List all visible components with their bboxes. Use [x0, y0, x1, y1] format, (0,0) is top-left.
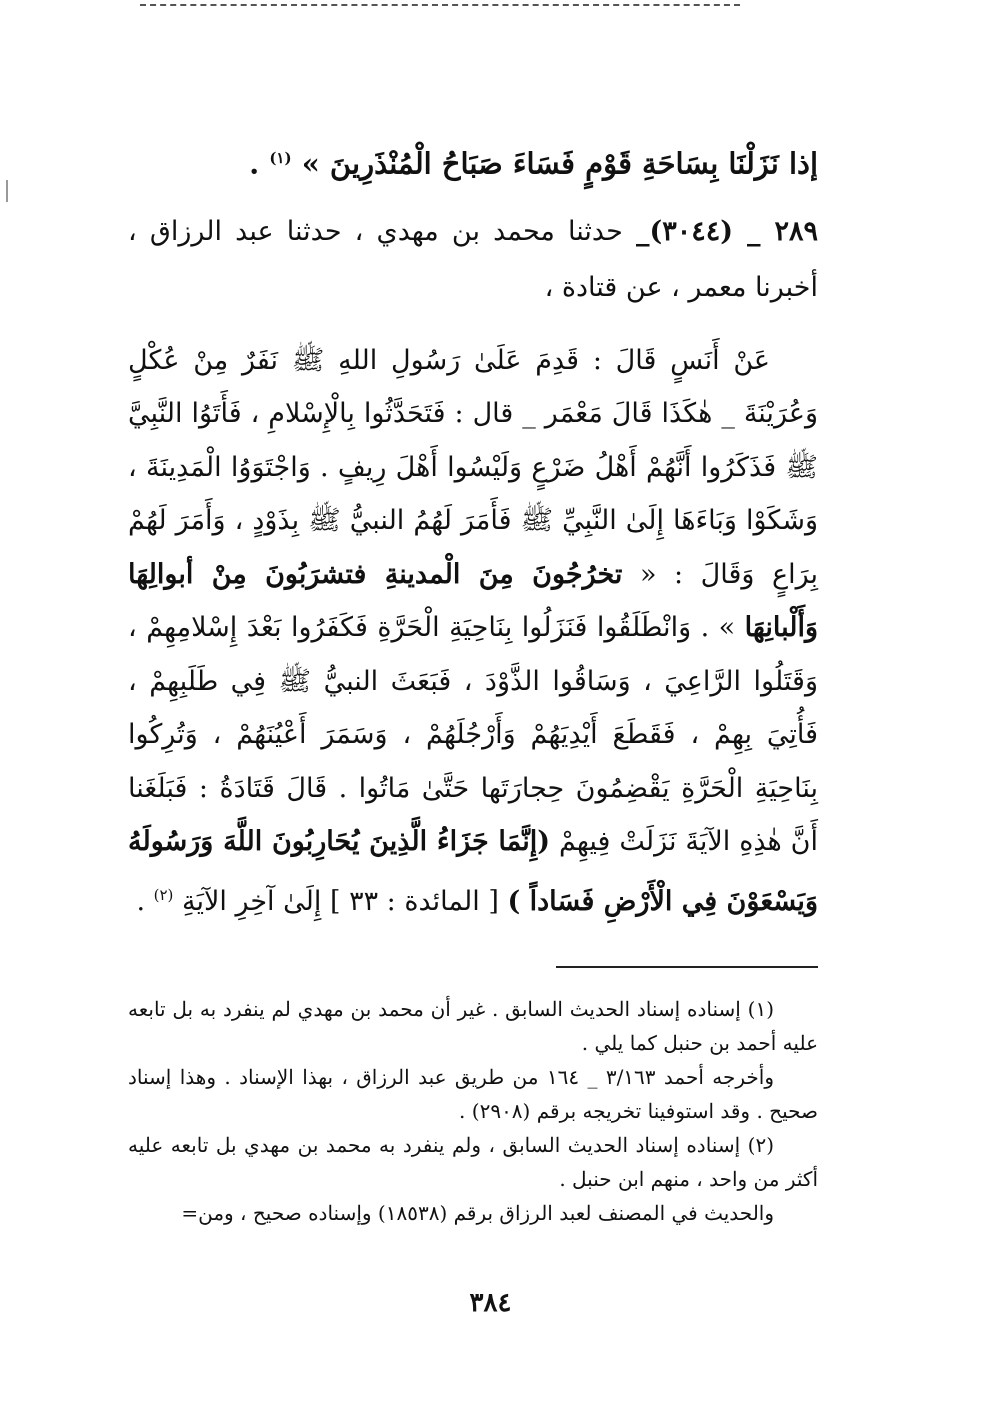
- footnote-separator: [556, 966, 818, 968]
- main-text: [128, 130, 818, 928]
- quran-verse: (إِنَّمَا جَزَاءُ الَّذِينَ يُحَارِبُونَ اللَّهَ وَرَسُولَهُ وَيَسْعَوْنَ فِي الْأَرْضِ فَسَاداً ): [128, 826, 818, 917]
- verse-citation: [ المائدة : ٣٣ ] إِلَىٰ آخِرِ الآيَةِ: [181, 885, 508, 917]
- footnote-ref-1: (١): [269, 149, 292, 167]
- verse-ending-line: [128, 130, 818, 192]
- hadith-narration: [128, 334, 818, 929]
- top-border-line: [140, 4, 740, 6]
- hadith-number: ٢٨٩ _ (٣٠٤٤)_: [635, 215, 818, 247]
- footnote-ref-2: (٢): [153, 885, 174, 904]
- hadith-chain: [128, 204, 818, 316]
- verse-ending-tail: .: [249, 146, 270, 181]
- page-number: ٣٨٤: [469, 1288, 512, 1318]
- footnote-2: (٢) إسناده إسناد الحديث السابق ، ولم ينفرد به محمد بن مهدي بل تابعه عليه أكثر من واحد ، منهم ابن حنبل .: [128, 1133, 818, 1191]
- prophet-quote: تخرُجُونَ مِنَ الْمدينةِ فتشرَبُونَ مِنْ أبوالِهَا وَأَلْبانِهَا: [128, 558, 818, 644]
- footnote-2-continued: والحديث في المصنف لعبد الرزاق برقم (١٨٥٣٨) وإسناده صحيح ، ومن=: [181, 1201, 774, 1225]
- footnotes: [128, 992, 818, 1230]
- narration-paragraph: [128, 334, 818, 929]
- hadith-isnad: حدثنا محمد بن مهدي ، حدثنا عبد الرزاق ، أخبرنا معمر ، عن قتادة ،: [128, 215, 818, 303]
- footnote-1: (١) إسناده إسناد الحديث السابق . غير أن محمد بن مهدي لم ينفرد به بل تابعه عليه أحمد بن حنبل كما يلي .: [128, 997, 818, 1055]
- footnote-1-continued: وأخرجه أحمد ٣/١٦٣ _ ١٦٤ من طريق عبد الرزاق ، بهذا الإسناد . وهذا إسناد صحيح . وقد استوفينا تخريجه برقم (٢٩٠٨) .: [128, 1065, 818, 1123]
- narration-tail: .: [136, 885, 154, 917]
- narration-part-2: » . وَانْطَلَقُوا فَنَزَلُوا بِنَاحِيَةِ الْحَرَّةِ فَكَفَرُوا بَعْدَ إِسْلامِهِمْ ، وَقَتَلُوا الرَّاعِيَ ، وَسَاقُوا الذَّوْدَ ، فَبَعَثَ النبيُّ ﷺ فِي طَلَبِهِمْ ، فَأُتِيَ بِهِمْ ، فَقَطَعَ أَيْدِيَهُمْ وَأَرْجُلَهُمْ ، وَسَمَرَ أَعْيُنَهُمْ ، وَتُرِكُوا بِنَاحِيَةِ الْحَرَّةِ يَقْضِمُونَ حِجارَتَها حَتَّىٰ مَاتُوا . قَالَ قَتَادَةُ : فَبَلَغَنا أَنَّ هٰذِهِ الآيَةَ نَزَلَتْ فِيهِمْ: [128, 612, 818, 858]
- verse-ending-text: إذا نَزَلْنَا بِسَاحَةِ قَوْمٍ فَسَاءَ صَبَاحُ الْمُنْذَرِينَ »: [301, 146, 818, 181]
- narration-part-1: عَنْ أَنَسٍ قَالَ : قَدِمَ عَلَىٰ رَسُولِ اللهِ ﷺ نَفَرٌ مِنْ عُكْلٍ وَعُرَيْنَةَ _ هٰكَذَا قَالَ مَعْمَر _ قال : فَتَحَدَّثُوا بِالْإِسْلامِ ، فَأَتَوُا النَّبِيَّ ﷺ فَذَكَرُوا أَنَّهُمْ أَهْلُ ضَرْعٍ وَلَيْسُوا أَهْلَ رِيفٍ . وَاجْتَوَوُا الْمَدِينَةَ ، وَشَكَوْا وَبَاءَهَا إِلَىٰ النَّبِيِّ ﷺ فَأَمَرَ لَهُمُ النبيُّ ﷺ بِذَوْدٍ ، وَأَمَرَ لَهُمْ بِرَاعٍ وَقَالَ : «: [128, 344, 818, 590]
- scan-margin-mark: [6, 180, 8, 202]
